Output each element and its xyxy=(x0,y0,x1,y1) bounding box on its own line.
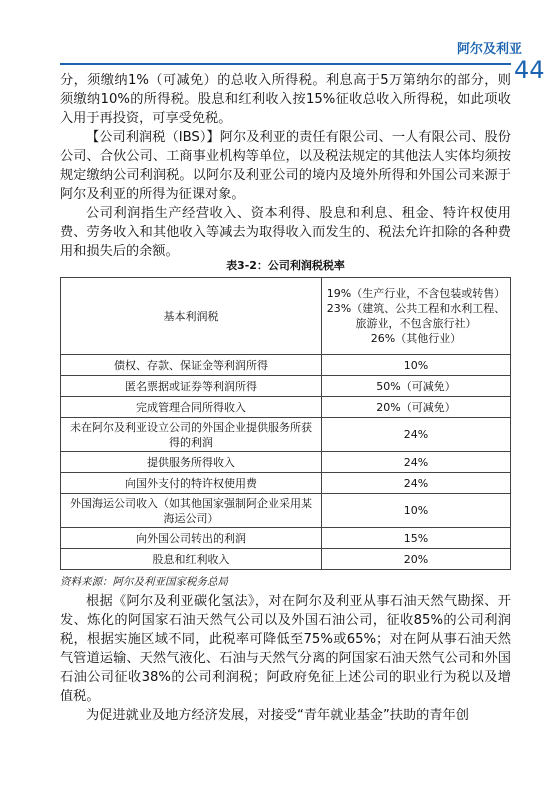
table-row xyxy=(61,355,511,376)
table-cell-rate: 24% xyxy=(322,452,511,473)
table-row xyxy=(61,278,511,355)
table-cell-rate: 10% xyxy=(322,355,511,376)
table-cell-rate: 24% xyxy=(322,473,511,494)
table-row xyxy=(61,376,511,397)
rate-line: 26%（其他行业） xyxy=(370,332,462,345)
intro-paragraph-3: 公司利润指生产经营收入、资本利得、股息和利息、租金、特许权使用费、劳务收入和其他收入等减去为取得收入而发生的、税法允许扣除的各种费用和损失后的余额。 xyxy=(60,206,511,259)
section-title: 阿尔及利亚 xyxy=(456,42,522,57)
table-cell-item: 未在阿尔及利亚设立公司的外国企业提供服务所获得的利润 xyxy=(61,418,322,452)
table-cell-item: 完成管理合同所得收入 xyxy=(61,397,322,418)
table-cell-item: 提供服务所得收入 xyxy=(61,452,322,473)
table-row xyxy=(61,397,511,418)
rate-line: 19%（生产行业，不含包装或转售） xyxy=(326,287,506,300)
table-cell-item: 基本利润税 xyxy=(61,278,322,355)
table-cell-rate: 24% xyxy=(322,418,511,452)
table-row xyxy=(61,549,511,570)
table-row xyxy=(61,528,511,549)
table-cell-item: 匿名票据或证券等利润所得 xyxy=(61,376,322,397)
table-cell-item: 股息和红利收入 xyxy=(61,549,322,570)
table-cell-item: 向外国公司转出的利润 xyxy=(61,528,322,549)
table-cell-rate: 20%（可减免） xyxy=(322,397,511,418)
table-cell-rate xyxy=(322,278,511,355)
intro-text xyxy=(60,71,511,261)
table-cell-item: 外国海运公司收入（如其他国家强制阿企业采用某海运公司） xyxy=(61,494,322,528)
source-note: 资料来源：阿尔及利亚国家税务总局 xyxy=(60,576,228,588)
table-row xyxy=(61,494,511,528)
outro-paragraph-2: 为促进就业及地方经济发展，对接受“青年就业基金”扶助的青年创 xyxy=(86,708,469,723)
outro-text xyxy=(60,592,511,725)
header-divider xyxy=(60,63,511,65)
table-row xyxy=(61,418,511,452)
rate-line: 23%（建筑、公共工程和水利工程、旅游业，不包含旅行社） xyxy=(326,302,506,330)
table-row xyxy=(61,452,511,473)
tax-rate-table xyxy=(60,277,511,570)
table-cell-rate: 15% xyxy=(322,528,511,549)
table-cell-rate: 20% xyxy=(322,549,511,570)
table-cell-item: 债权、存款、保证金等利润所得 xyxy=(61,355,322,376)
table-cell-item: 向国外支付的特许权使用费 xyxy=(61,473,322,494)
table-cell-rate: 10% xyxy=(322,494,511,528)
intro-paragraph-1: 分，须缴纳1%（可减免）的总收入所得税。利息高于5万第纳尔的部分，则须缴纳10%的所得税。股息和红利收入按15%征收总收入所得税，如此项收入用于再投资，可享受免税。 xyxy=(60,73,511,126)
table-cell-rate: 50%（可减免） xyxy=(322,376,511,397)
table-title: 表3-2：公司利润税税率 xyxy=(226,259,345,272)
table-row xyxy=(61,473,511,494)
outro-paragraph-1: 根据《阿尔及利亚碳化氢法》，对在阿尔及利亚从事石油天然气勘探、开发、炼化的阿国家石油天然气公司以及外国石油公司，征收85%的公司利润税，根据实施区域不同，此税率可降低至75%或65%；对在阿从事石油天然气管道运输、天然气液化、石油与天然气分离的阿国家石油天然气公司和外国石油公司征收38%的公司利润税；阿政府免征上述公司的职业行为税以及增值税。 xyxy=(60,594,511,704)
intro-paragraph-2: 【公司利润税（IBS）】阿尔及利亚的责任有限公司、一人有限公司、股份公司、合伙公司、工商事业机构等单位，以及税法规定的其他法人实体均须按规定缴纳公司利润税。以阿尔及利亚公司的境内及境外所得和外国公司来源于阿尔及利亚的所得为征课对象。 xyxy=(60,130,511,202)
page-number: 44 xyxy=(514,56,545,84)
